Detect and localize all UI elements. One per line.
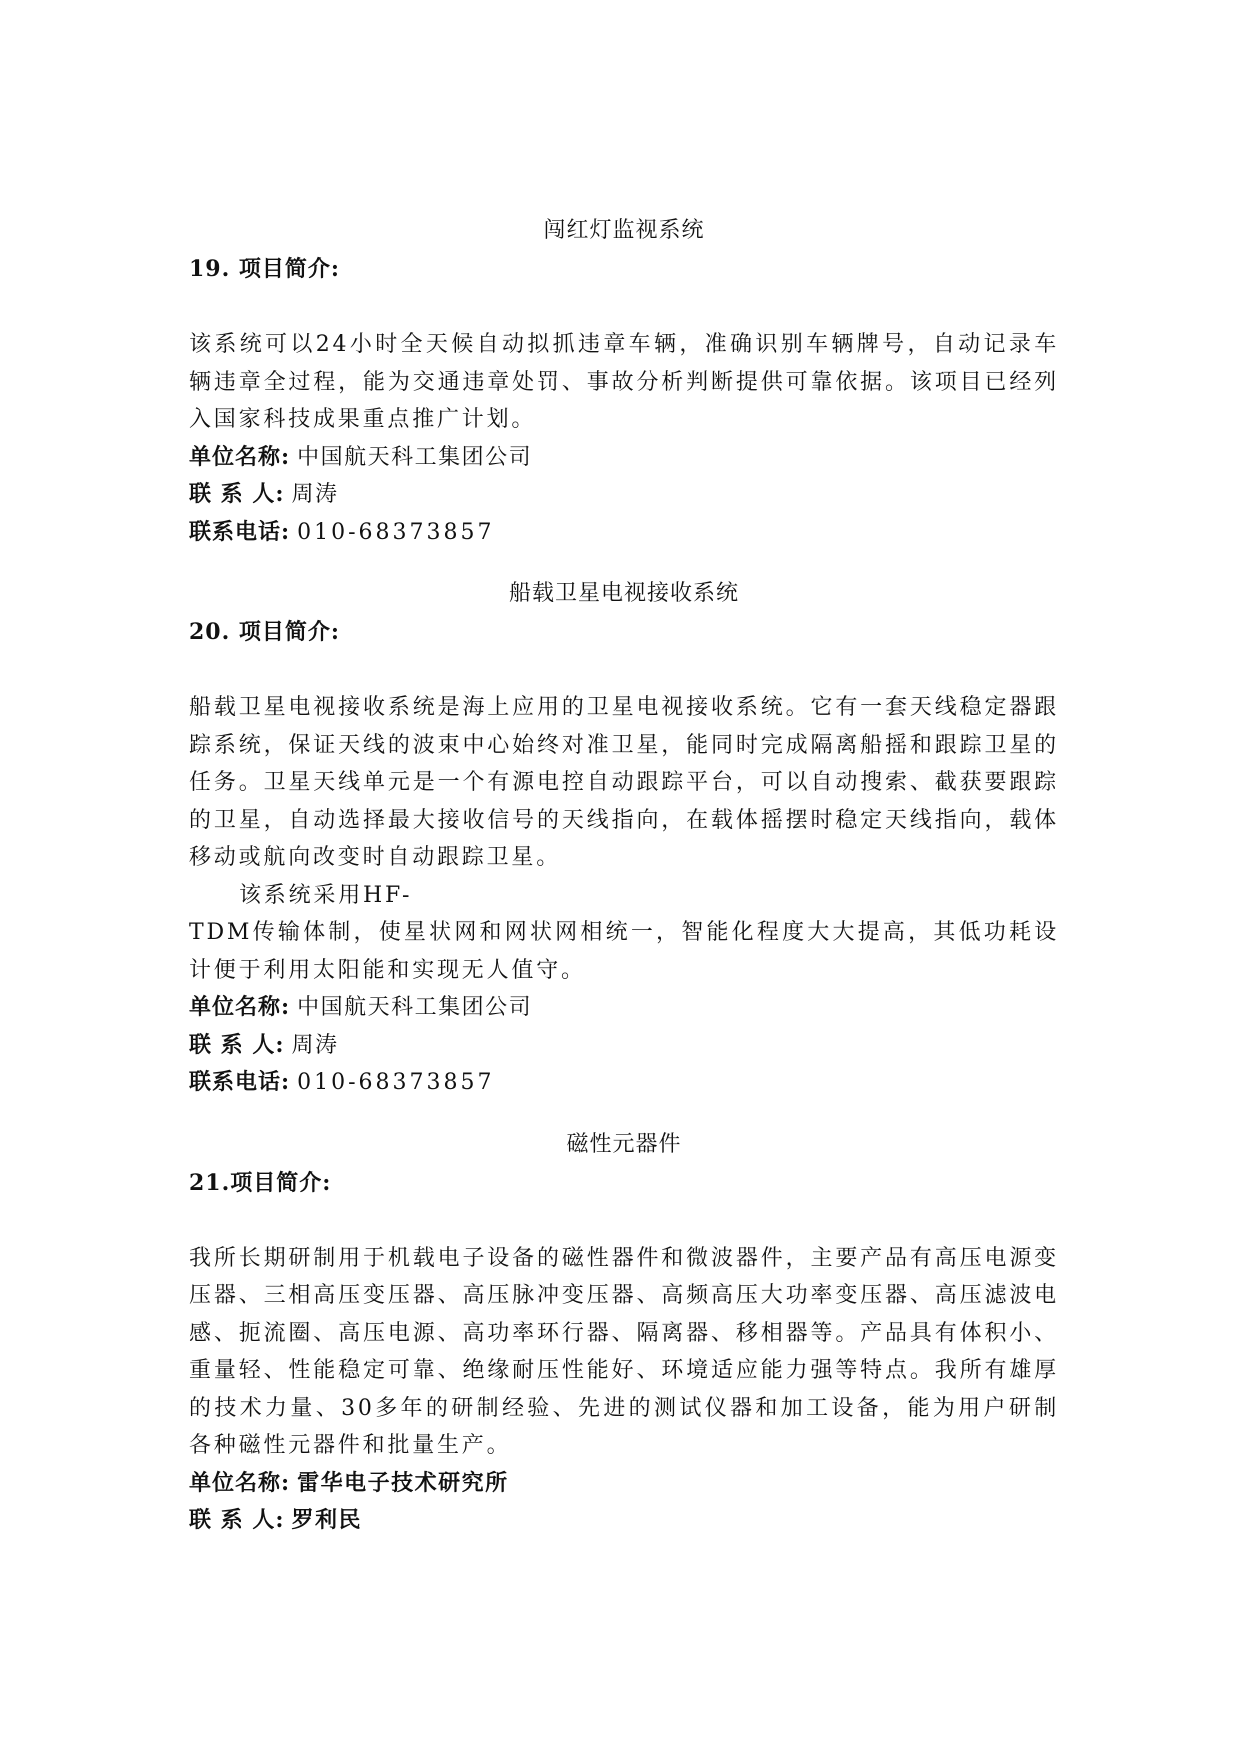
unit-name-value: 雷华电子技术研究所	[297, 1469, 509, 1496]
contact-phone-value: 010-68373857	[297, 519, 495, 545]
contact-person-value: 罗利民	[291, 1507, 362, 1533]
contact-person-field	[189, 1502, 1059, 1540]
blank-line	[189, 651, 1059, 689]
contact-person-field	[189, 476, 1059, 514]
project-section-20	[189, 575, 1059, 1102]
section-title: 磁性元器件	[566, 1131, 682, 1157]
contact-person-field	[189, 1027, 1059, 1065]
project-section-21	[189, 1126, 1059, 1540]
unit-name-field	[189, 1465, 1059, 1503]
section-title: 闯红灯监视系统	[543, 218, 705, 243]
contact-phone-value: 010-68373857	[297, 1070, 495, 1095]
section-title: 船载卫星电视接收系统	[508, 581, 739, 606]
contact-phone-field	[189, 1064, 1059, 1102]
blank-line	[189, 1202, 1059, 1240]
unit-name-value: 中国航天科工集团公司	[297, 444, 533, 470]
unit-name-value: 中国航天科工集团公司	[297, 995, 533, 1020]
section-heading: 21.项目简介:	[189, 1169, 332, 1196]
contact-phone-label: 联系电话:	[189, 1069, 291, 1095]
section-gap	[189, 551, 1059, 575]
unit-name-field	[189, 439, 1059, 477]
unit-name-label: 单位名称:	[189, 994, 291, 1020]
contact-phone-field	[189, 514, 1059, 552]
section-paragraph: 船载卫星电视接收系统是海上应用的卫星电视接收系统。它有一套天线稳定器跟踪系统，保证天线的波束中心始终对准卫星，能同时完成隔离船摇和跟踪卫星的任务。卫星天线单元是一个有源电控自动跟踪平台，可以自动搜索、截获要跟踪的卫星，自动选择最大接收信号的天线指向，在载体摇摆时稳定天线指向，载体移动或航向改变时自动跟踪卫星。	[189, 695, 1059, 870]
section-paragraph: 该系统可以24小时全天候自动拟抓违章车辆，准确识别车辆牌号，自动记录车辆违章全过程，能为交通违章处罚、事故分析判断提供可靠依据。该项目已经列入国家科技成果重点推广计划。	[189, 332, 1059, 432]
document-content	[189, 212, 1059, 1540]
contact-phone-label: 联系电话:	[189, 518, 291, 545]
blank-line	[189, 288, 1059, 326]
section-paragraph: 我所长期研制用于机载电子设备的磁性器件和微波器件，主要产品有高压电源变压器、三相高压变压器、高压脉冲变压器、高频高压大功率变压器、高压滤波电感、扼流圈、高压电源、高功率环行器、隔离器、移相器等。产品具有体积小、重量轻、性能稳定可靠、绝缘耐压性能好、环境适应能力强等特点。我所有雄厚的技术力量、30多年的研制经验、先进的测试仪器和加工设备，能为用户研制各种磁性元器件和批量生产。	[189, 1245, 1059, 1458]
section-heading: 19. 项目简介:	[189, 256, 341, 282]
contact-person-value: 周涛	[291, 1032, 339, 1058]
project-section-19	[189, 212, 1059, 551]
unit-name-field	[189, 989, 1059, 1027]
section-heading: 20. 项目简介:	[189, 619, 341, 645]
contact-person-label: 联 系 人:	[189, 1507, 285, 1533]
section-paragraph: TDM传输体制，使星状网和网状网相统一，智能化程度大大提高，其低功耗设计便于利用太阳能和实现无人值守。	[189, 920, 1059, 983]
unit-name-label: 单位名称:	[189, 1469, 291, 1496]
section-gap	[189, 1102, 1059, 1126]
unit-name-label: 单位名称:	[189, 443, 291, 470]
section-paragraph: 该系统采用HF-	[239, 882, 413, 908]
contact-person-label: 联 系 人:	[189, 481, 285, 507]
contact-person-label: 联 系 人:	[189, 1031, 285, 1058]
contact-person-value: 周涛	[291, 482, 339, 507]
